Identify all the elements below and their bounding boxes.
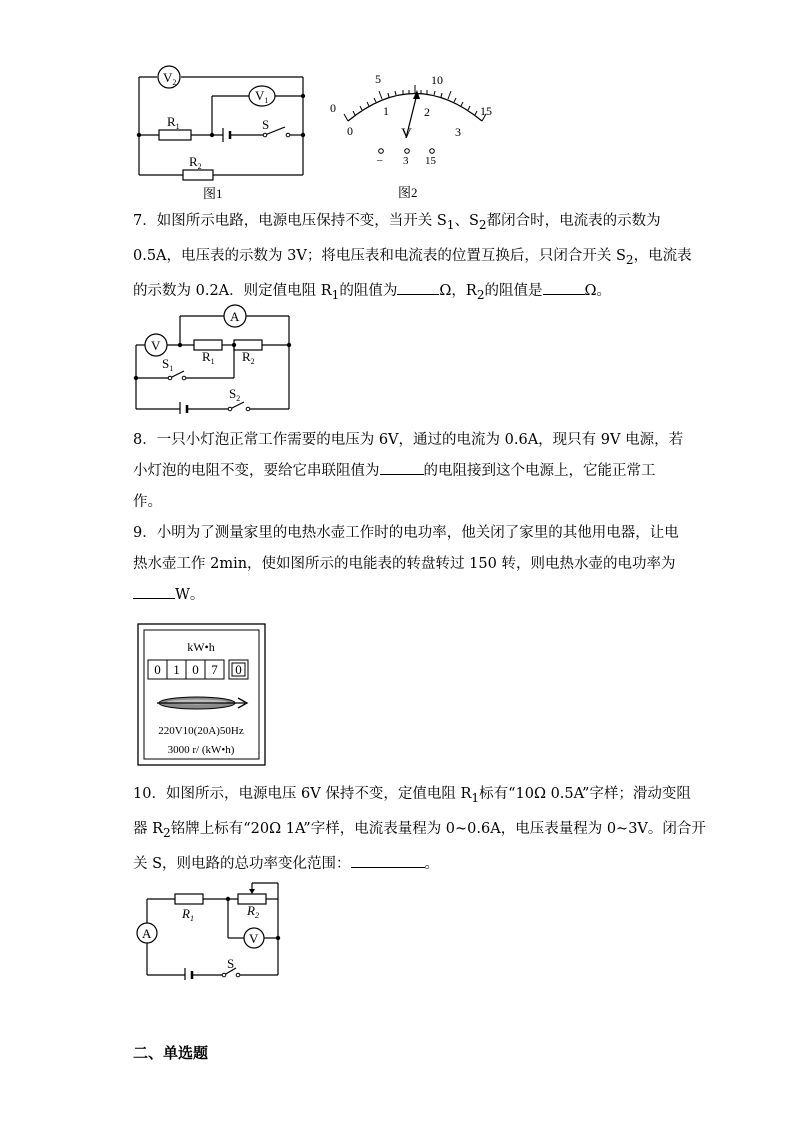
v1-label: $V_1$ — [255, 88, 269, 105]
voltmeter-label: V — [151, 338, 161, 353]
meter-digit-2: 1 — [173, 662, 180, 677]
figure-2-caption: 图2 — [398, 185, 418, 200]
unit-label: V — [401, 126, 412, 142]
figure-2-voltmeter — [320, 66, 500, 201]
inner-tick-0: 0 — [347, 124, 353, 138]
answer-blank-power-range[interactable] — [351, 853, 425, 868]
meter-digit-5: 0 — [235, 662, 242, 677]
terminal-15: 15 — [425, 155, 436, 167]
ammeter-label: A — [142, 926, 152, 941]
meter-digit-1: 0 — [154, 662, 161, 677]
meter-unit: kW•h — [187, 640, 215, 654]
s1-label: $S_1$ — [162, 356, 174, 373]
outer-tick-10: 10 — [431, 73, 443, 87]
switch-label: S — [262, 117, 270, 132]
meter-digit-3: 0 — [192, 662, 199, 677]
question-7-text: 7．如图所示电路，电源电压保持不变，当开关 $S_1$、$S_2$都闭合时，电流表的示数为 0.5A，电压表的示数为 3V；将电压表和电流表的位置互换后，只闭合开关 $S_2$，电流表 的示数为 0.2A．则定值电阻 $R_1$的阻值为 Ω，$R_2$的阻值是 Ω。 — [133, 213, 692, 302]
terminal-minus: – — [377, 154, 383, 166]
question-10-text: 10．如图所示，电源电压 6V 保持不变，定值电阻 $R_1$标有“10Ω 0.5A”字样；滑动变阻 器 $R_2$铭牌上标有“20Ω 1A”字样，电流表量程为 0~0.6A，电压表量程为 0~3V。闭合开 关 S，则电路的总功率变化范围： 。 — [133, 786, 706, 872]
r2-label: $R_2$ — [189, 154, 202, 171]
question-9-text: 9．小明为了测量家里的电热水壶工作时的电功率，他关闭了家里的其他用电器，让电 热水壶工作 2min，使如图所示的电能表的转盘转过 150 转，则电热水壶的电功率为 W。 — [133, 525, 679, 603]
r1-label: $R_1$ — [167, 114, 180, 131]
inner-tick-1: 1 — [383, 104, 389, 118]
inner-tick-3: 3 — [455, 125, 461, 139]
outer-tick-0: 0 — [330, 101, 336, 115]
outer-tick-5: 5 — [375, 72, 381, 86]
question-7-circuit — [130, 302, 300, 414]
question-8-text: 8．一只小灯泡正常工作需要的电压为 6V，通过的电流为 0.6A，现只有 9V 电源，若 小灯泡的电阻不变，要给它串联阻值为 的电阻接到这个电源上，它能正常工 作。 — [133, 432, 684, 510]
r1-label: $R_1$ — [182, 906, 194, 923]
answer-blank-power[interactable] — [133, 584, 175, 599]
meter-constant: 3000 r/ (kW•h) — [167, 744, 235, 756]
outer-tick-15: 15 — [480, 104, 492, 118]
voltmeter-label: V — [249, 931, 259, 946]
switch-label: S — [227, 956, 235, 971]
answer-blank-r2[interactable] — [543, 280, 585, 295]
energy-meter-figure — [137, 623, 267, 767]
figure-1-caption: 图1 — [203, 186, 223, 201]
s2-label: $S_2$ — [229, 386, 241, 403]
r2-label: $R_2$ — [247, 903, 259, 920]
meter-rating: 220V10(20A)50Hz — [158, 725, 244, 737]
section-heading: 二、单选题 — [133, 1044, 209, 1062]
v2-label: $V_2$ — [163, 70, 177, 87]
inner-tick-2: 2 — [424, 105, 430, 119]
terminal-3: 3 — [403, 155, 409, 167]
r1-label: $R_1$ — [202, 349, 215, 366]
answer-blank-resistance[interactable] — [380, 460, 424, 475]
r2-label: $R_2$ — [242, 349, 255, 366]
answer-blank-r1[interactable] — [397, 280, 439, 295]
figure-1-circuit — [125, 62, 320, 202]
question-10-circuit — [130, 878, 290, 980]
meter-digit-4: 7 — [211, 662, 218, 677]
ammeter-label: A — [230, 309, 240, 324]
